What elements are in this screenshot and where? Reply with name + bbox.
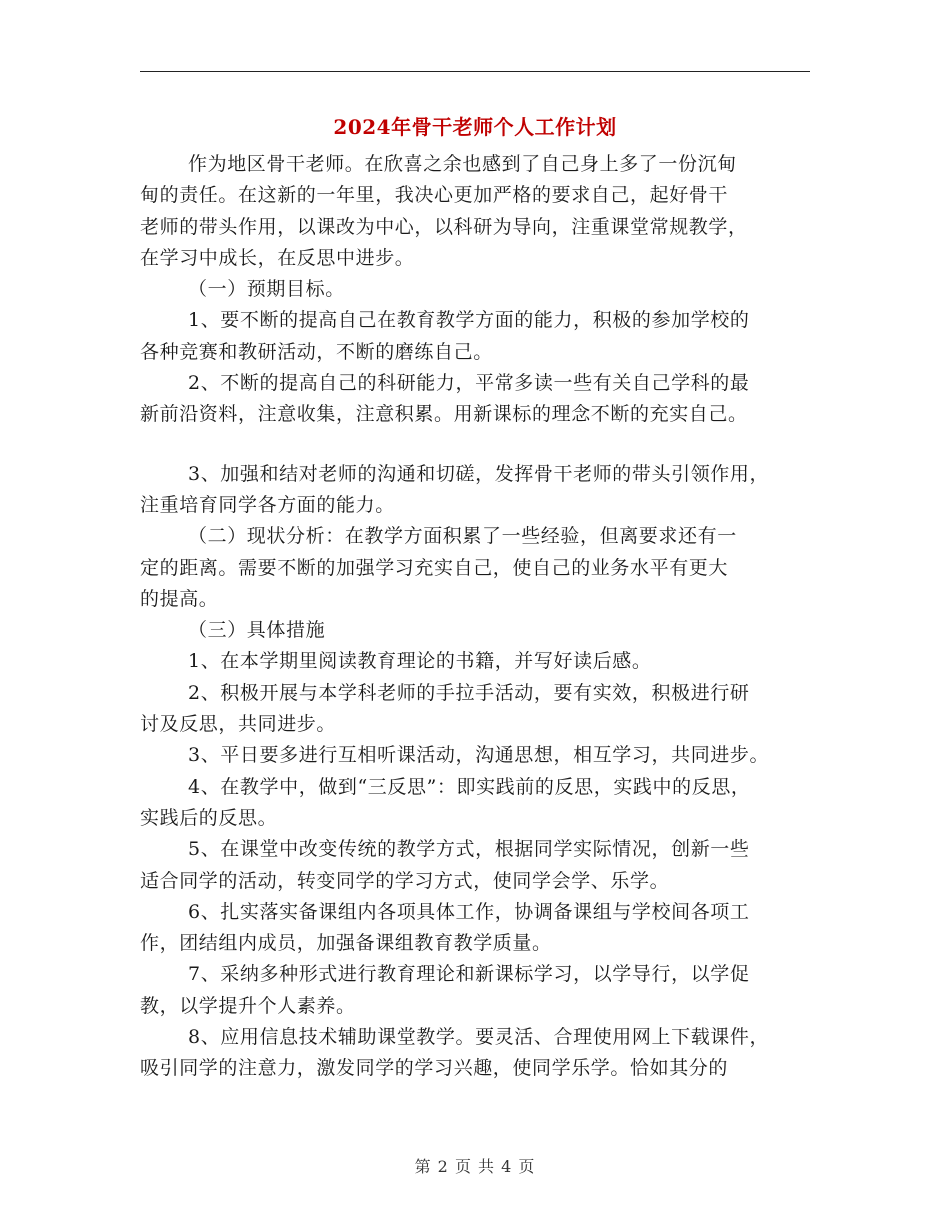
paragraph-measure-1 (140, 646, 812, 677)
paragraph-measure-5 (140, 834, 812, 897)
text-line: （二）现状分析：在教学方面积累了一些经验，但离要求还有一 (188, 525, 737, 548)
text-line: 作，团结组内成员，加强备课组教育教学质量。 (140, 932, 552, 955)
text-line: 甸的责任。在这新的一年里，我决心更加严格的要求自己，起好骨干 (140, 184, 729, 207)
section-heading-analysis (140, 521, 812, 615)
paragraph-goal-1 (140, 305, 812, 368)
text-line: （一）预期目标。 (188, 278, 345, 301)
text-line: 新前沿资料，注意收集，注意积累。用新课标的理念不断的充实自己。 (140, 403, 748, 426)
header-rule (140, 71, 810, 72)
paragraph-measure-4 (140, 772, 812, 835)
text-line: 吸引同学的注意力，激发同学的学习兴趣，使同学乐学。恰如其分的 (140, 1057, 729, 1080)
text-line: 定的距离。需要不断的加强学习充实自己，使自己的业务水平有更大 (140, 556, 729, 579)
text-line: （三）具体措施 (188, 619, 326, 642)
paragraph-intro (140, 149, 812, 274)
paragraph-measure-6 (140, 897, 812, 960)
text-line: 讨及反思，共同进步。 (140, 713, 337, 736)
text-line: 注重培育同学各方面的能力。 (140, 493, 395, 516)
paragraph-measure-2 (140, 678, 812, 741)
text-line: 4、在教学中，做到“三反思”：即实践前的反思，实践中的反思， (188, 775, 751, 798)
text-line: 1、在本学期里阅读教育理论的书籍，并写好读后感。 (188, 650, 652, 673)
paragraph-measure-3 (140, 740, 812, 771)
text-line: 1、要不断的提高自己在教育教学方面的能力，积极的参加学校的 (188, 309, 750, 332)
text-line: 适合同学的活动，转变同学的学习方式，使同学会学、乐学。 (140, 869, 670, 892)
page-number-footer: 第 2 页 共 4 页 (414, 1157, 536, 1176)
text-line: 8、应用信息技术辅助课堂教学。要灵活、合理使用网上下载课件， (188, 1026, 770, 1049)
text-line: 7、采纳多种形式进行教育理论和新课标学习，以学导行，以学促 (188, 963, 750, 986)
paragraph-gap (140, 431, 812, 459)
section-heading-measures (140, 615, 812, 646)
text-line: 在学习中成长，在反思中进步。 (140, 246, 415, 269)
text-line: 各种竞赛和教研活动，不断的磨练自己。 (140, 340, 493, 363)
text-line: 的提高。 (140, 587, 219, 610)
text-line: 老师的带头作用，以课改为中心，以科研为导向，注重课堂常规教学， (140, 215, 748, 238)
text-line: 2、积极开展与本学科老师的手拉手活动，要有实效，积极进行研 (188, 681, 750, 704)
section-heading-goals (140, 274, 812, 305)
text-line: 作为地区骨干老师。在欣喜之余也感到了自己身上多了一份沉甸 (188, 153, 737, 175)
paragraph-measure-7 (140, 959, 812, 1022)
text-line: 教，以学提升个人素养。 (140, 994, 356, 1017)
text-line: 3、加强和结对老师的沟通和切磋，发挥骨干老师的带头引领作用， (188, 462, 770, 485)
text-line: 5、在课堂中改变传统的教学方式，根据同学实际情况，创新一些 (188, 838, 750, 861)
text-line: 3、平日要多进行互相听课活动，沟通思想，相互学习，共同进步。 (188, 744, 770, 767)
text-line: 实践后的反思。 (140, 806, 278, 829)
document-title: 2024年骨干老师个人工作计划 (333, 115, 617, 139)
document-body (140, 149, 812, 1085)
paragraph-measure-8 (140, 1022, 812, 1085)
text-line: 2、不断的提高自己的科研能力，平常多读一些有关自己学科的最 (188, 372, 750, 395)
paragraph-goal-3 (140, 459, 812, 522)
paragraph-goal-2 (140, 368, 812, 431)
text-line: 6、扎实落实备课组内各项具体工作，协调备课组与学校间各项工 (188, 900, 750, 923)
